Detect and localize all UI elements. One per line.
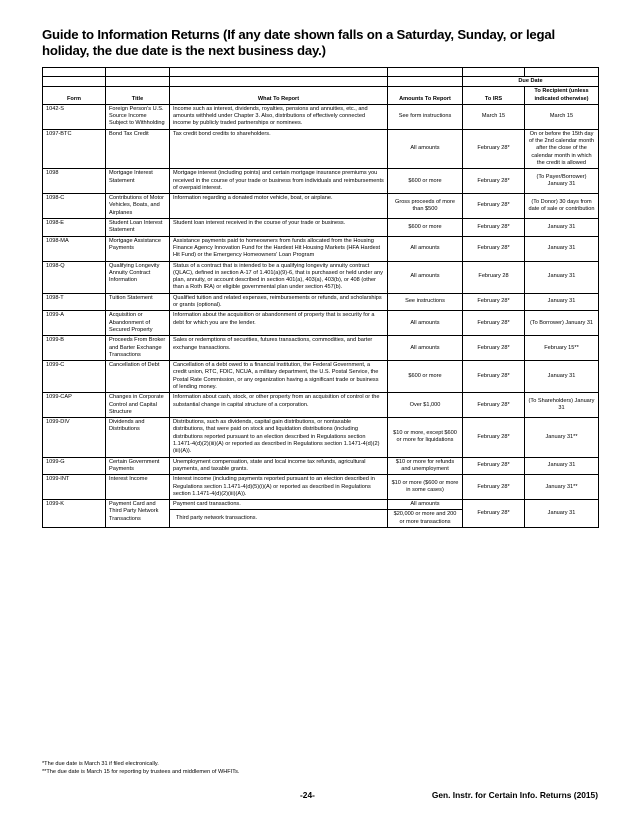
form-cell: 1098-E xyxy=(43,219,106,237)
irs-date-cell: February 28* xyxy=(463,129,525,168)
title-cell: Bond Tax Credit xyxy=(106,129,170,168)
form-cell: 1099-INT xyxy=(43,475,106,500)
title-cell: Acquisition or Abandonment of Secured Property xyxy=(106,311,170,336)
recipient-date-cell: January 31 xyxy=(525,361,599,393)
title-cell: Contributions of Motor Vehicles, Boats, and Airplanes xyxy=(106,194,170,219)
header-row-due-date xyxy=(43,77,599,87)
report-cell: Qualified tuition and related expenses, reimbursements or refunds, and scholarships or grants (optional). xyxy=(170,293,388,311)
amount-cell: $600 or more xyxy=(388,169,463,194)
form-cell: 1099-K xyxy=(43,500,106,528)
title-cell: Student Loan Interest Statement xyxy=(106,219,170,237)
report-cell: Interest income (including payments reported pursuant to an election described in Regulations section 1.1471-4(d)(5)(i)(A) or reported as described in Regulations section 1.1471-4(d)(2)(iii)(A)). xyxy=(170,475,388,500)
irs-date-cell: February 28* xyxy=(463,361,525,393)
table-row-1098-e xyxy=(43,219,599,237)
report-cell: Sales or redemptions of securities, futures transactions, commodities, and barter exchange transactions. xyxy=(170,336,388,361)
table-row-1098 xyxy=(43,169,599,194)
report-cell: Income such as interest, dividends, royalties, pensions and annuities, etc., and amounts withheld under Chapter 3. Also, distributions of effectively connected income by publicly traded partnerships or nominees. xyxy=(170,104,388,129)
report-cell: Assistance payments paid to homeowners from funds allocated from the Housing Finance Agency Innovation Fund for the Hardest Hit Housing Markets (HFA Hardest Hit Fund) or the Emergency Homeowners' Loan Program xyxy=(170,236,388,261)
form-cell: 1098 xyxy=(43,169,106,194)
recipient-date-cell: (To Borrower) January 31 xyxy=(525,311,599,336)
irs-date-cell: February 28* xyxy=(463,194,525,219)
irs-date-cell: February 28 xyxy=(463,261,525,293)
report-cell: Information about the acquisition or abandonment of property that is security for a debt for which you are the lender. xyxy=(170,311,388,336)
recipient-date-cell: January 31 xyxy=(525,219,599,237)
recipient-date-cell: January 31 xyxy=(525,293,599,311)
title-cell: Mortgage Interest Statement xyxy=(106,169,170,194)
form-cell: 1099-C xyxy=(43,361,106,393)
irs-date-cell: February 28* xyxy=(463,336,525,361)
report-cell: Tax credit bond credits to shareholders. xyxy=(170,129,388,168)
irs-date-cell: February 28* xyxy=(463,311,525,336)
amount-cell: All amounts xyxy=(388,311,463,336)
title-cell: Mortgage Assistance Payments xyxy=(106,236,170,261)
form-cell: 1099-B xyxy=(43,336,106,361)
report-cell: Distributions, such as dividends, capital gain distributions, or nontaxable distributions, that were paid on stock and liquidation distributions (including distributions reported pursuant to an election described in Regulations section 1.1471-4(d)(2)(iii)(A) or reported as described in Regulations section 1.1471-4(d)(2)(iii)(A)). xyxy=(170,418,388,457)
form-cell: 1098-Q xyxy=(43,261,106,293)
title-cell: Interest Income xyxy=(106,475,170,500)
table-row-1099-div xyxy=(43,418,599,457)
recipient-date-cell: (To Donor) 30 days from date of sale or contribution xyxy=(525,194,599,219)
page-number: -24- xyxy=(300,790,315,800)
irs-date-cell: February 28* xyxy=(463,219,525,237)
irs-date-cell: February 28* xyxy=(463,393,525,418)
report-cell: Third party network transactions. xyxy=(170,510,388,528)
recipient-date-cell: January 31** xyxy=(525,418,599,457)
amount-cell: $10 or more, except $600 or more for liquidations xyxy=(388,418,463,457)
footnote-2: **The due date is March 15 for reporting by trustees and middlemen of WHFITs. xyxy=(42,769,240,775)
title-cell: Qualifying Longevity Annuity Contract Information xyxy=(106,261,170,293)
table-row-1099-g xyxy=(43,457,599,475)
title-cell: Changes in Corporate Control and Capital Structure xyxy=(106,393,170,418)
irs-date-cell: February 28* xyxy=(463,475,525,500)
what-to-report-header: What To Report xyxy=(170,87,388,105)
irs-date-cell: February 28* xyxy=(463,293,525,311)
to-recipient-header: To Recipient (unless indicated otherwise) xyxy=(525,87,599,105)
amount-cell: All amounts xyxy=(388,500,463,510)
recipient-date-cell: (To Shareholders) January 31 xyxy=(525,393,599,418)
title-cell: Cancellation of Debt xyxy=(106,361,170,393)
amount-cell: See instructions xyxy=(388,293,463,311)
form-cell: 1042-S xyxy=(43,104,106,129)
amount-cell: All amounts xyxy=(388,236,463,261)
form-cell: 1098-C xyxy=(43,194,106,219)
recipient-date-cell: March 15 xyxy=(525,104,599,129)
table-body xyxy=(43,104,599,527)
table-row-1097-btc xyxy=(43,129,599,168)
form-cell: 1099-A xyxy=(43,311,106,336)
header-row-columns xyxy=(43,87,599,105)
page-title: Guide to Information Returns (If any date shown falls on a Saturday, Sunday, or legal holiday, the due date is the next business day.) xyxy=(42,27,556,58)
table-row-1098-q xyxy=(43,261,599,293)
irs-date-cell: February 28* xyxy=(463,169,525,194)
table-row-1098-ma xyxy=(43,236,599,261)
footnote-1: *The due date is March 31 if filed electronically. xyxy=(42,761,159,767)
title-cell: Proceeds From Broker and Barter Exchange Transactions xyxy=(106,336,170,361)
recipient-date-cell: (To Payer/Borrower) January 31 xyxy=(525,169,599,194)
due-date-header: Due Date xyxy=(463,77,599,87)
form-cell: 1099-CAP xyxy=(43,393,106,418)
title-cell: Payment Card and Third Party Network Transactions xyxy=(106,500,170,528)
report-cell: Information regarding a donated motor vehicle, boat, or airplane. xyxy=(170,194,388,219)
footnotes xyxy=(42,760,598,776)
title-cell: Dividends and Distributions xyxy=(106,418,170,457)
amount-cell: All amounts xyxy=(388,336,463,361)
information-returns-table xyxy=(42,67,599,528)
recipient-date-cell: January 31** xyxy=(525,475,599,500)
form-cell: 1099-G xyxy=(43,457,106,475)
irs-date-cell: February 28* xyxy=(463,236,525,261)
title-cell: Foreign Person's U.S. Source Income Subject to Withholding xyxy=(106,104,170,129)
report-cell: Cancellation of a debt owed to a financial institution, the Federal Government, a credit union, RTC, FDIC, NCUA, a military department, the U.S. Postal Service, the Postal Rate Commission, or any organization having a significant trade or business of lending money. xyxy=(170,361,388,393)
amount-cell: $20,000 or more and 200 or more transactions xyxy=(388,510,463,528)
amount-cell: $10 or more for refunds and unemployment xyxy=(388,457,463,475)
recipient-date-cell: January 31 xyxy=(525,261,599,293)
recipient-date-cell: January 31 xyxy=(525,236,599,261)
report-cell: Payment card transactions. xyxy=(170,500,388,510)
title-header: Title xyxy=(106,87,170,105)
form-header: Form xyxy=(43,87,106,105)
irs-date-cell: February 28* xyxy=(463,418,525,457)
amount-cell: Over $1,000 xyxy=(388,393,463,418)
title-cell: Certain Government Payments xyxy=(106,457,170,475)
form-cell: 1097-BTC xyxy=(43,129,106,168)
amount-cell: $10 or more ($600 or more in some cases) xyxy=(388,475,463,500)
amount-cell: $600 or more xyxy=(388,219,463,237)
table-row-1098-c xyxy=(43,194,599,219)
table-row-1099-k xyxy=(43,500,599,510)
recipient-date-cell: January 31 xyxy=(525,457,599,475)
amount-cell: All amounts xyxy=(388,261,463,293)
form-cell: 1098-MA xyxy=(43,236,106,261)
table-row-1042-s xyxy=(43,104,599,129)
irs-date-cell: February 28* xyxy=(463,457,525,475)
header-spacer-row xyxy=(43,68,599,77)
to-irs-header: To IRS xyxy=(463,87,525,105)
irs-date-cell: February 28* xyxy=(463,500,525,528)
amount-cell: All amounts xyxy=(388,129,463,168)
irs-date-cell: March 15 xyxy=(463,104,525,129)
report-cell: Status of a contract that is intended to be a qualifying longevity annuity contract (QLAC), defined in section A-17 of 1.401(a)(9)-6, that is purchased or held under any plan, annuity, or account described in section 401(a), 403(a), 403(b), or 408 (other than a Roth IRA) or eligible governmental plan under section 457(b). xyxy=(170,261,388,293)
table-row-1099-a xyxy=(43,311,599,336)
report-cell: Mortgage interest (including points) and certain mortgage insurance premiums you received in the course of your trade or business from individuals and reimbursements of overpaid interest. xyxy=(170,169,388,194)
document-reference: Gen. Instr. for Certain Info. Returns (2015) xyxy=(431,790,598,800)
form-cell: 1099-DIV xyxy=(43,418,106,457)
recipient-date-cell: January 31 xyxy=(525,500,599,528)
table-row-1099-cap xyxy=(43,393,599,418)
report-cell: Student loan interest received in the course of your trade or business. xyxy=(170,219,388,237)
recipient-date-cell: On or before the 15th day of the 2nd calendar month after the close of the calendar month in which the credit is allowed xyxy=(525,129,599,168)
table-row-1098-t xyxy=(43,293,599,311)
table-row-1099-int xyxy=(43,475,599,500)
amounts-header: Amounts To Report xyxy=(388,87,463,105)
table-row-1099-b xyxy=(43,336,599,361)
amount-cell: Gross proceeds of more than $500 xyxy=(388,194,463,219)
title-cell: Tuition Statement xyxy=(106,293,170,311)
recipient-date-cell: February 15** xyxy=(525,336,599,361)
report-cell: Unemployment compensation, state and local income tax refunds, agricultural payments, and taxable grants. xyxy=(170,457,388,475)
report-cell: Information about cash, stock, or other property from an acquisition of control or the substantial change in capital structure of a corporation. xyxy=(170,393,388,418)
form-cell: 1098-T xyxy=(43,293,106,311)
amount-cell: $600 or more xyxy=(388,361,463,393)
amount-cell: See form instructions xyxy=(388,104,463,129)
table-row-1099-c xyxy=(43,361,599,393)
